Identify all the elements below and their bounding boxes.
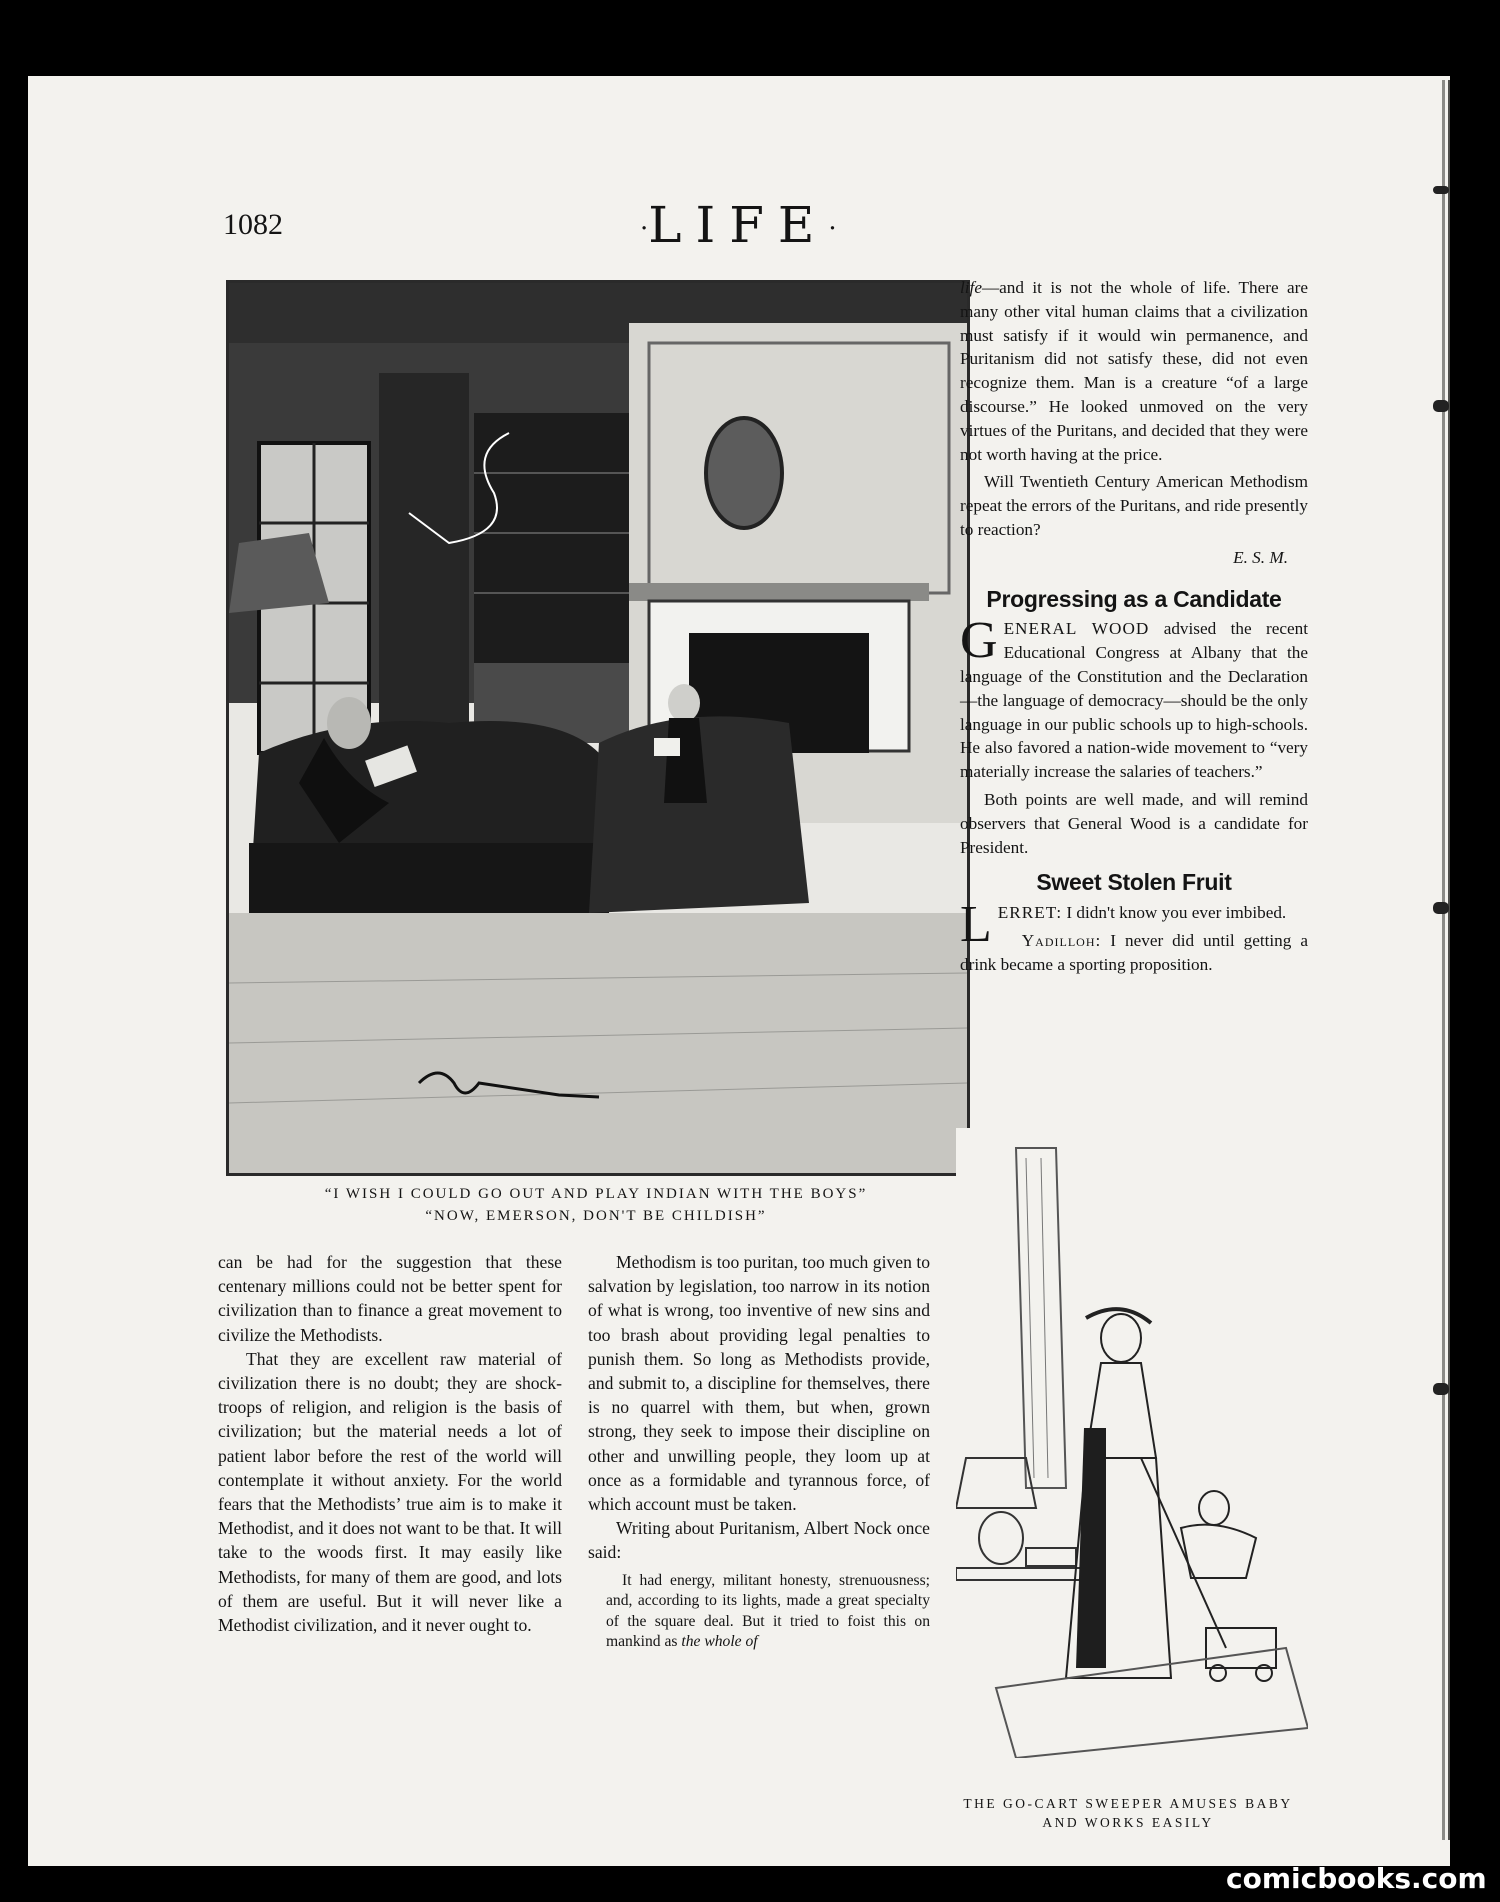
- binding-clip: [1433, 1383, 1449, 1395]
- small-caption-line1: THE GO-CART SWEEPER AMUSES BABY: [963, 1796, 1293, 1811]
- sweet-fruit-line-1: LERRET: I didn't know you ever imbibed.: [960, 896, 1287, 954]
- binding-clip: [1433, 400, 1449, 412]
- progressing-paragraph-1: GENERAL WOOD advised the recent Educational Congress at Albany that the language of the Constitution and the Declaration—the language of democracy—should be the only language in our public schools up to high-schools. He also favored a nation-wide movement to “very materially increase the salaries of teachers.”: [960, 612, 1309, 782]
- main-illustration: [226, 280, 970, 1176]
- article-title-progressing: Progressing as a Candidate: [986, 585, 1282, 612]
- binding-shadow: [1448, 80, 1450, 1840]
- nock-quote: It had energy, militant honesty, strenuousness; and, according to its lights, made a great specialty of the square deal. But it tried to foist this on mankind as the whole of: [606, 1571, 930, 1651]
- woman-sweeping-drawing: [956, 1128, 1308, 1758]
- article-column-2: [588, 1250, 930, 1653]
- main-illustration-caption-line2: “NOW, EMERSON, DON'T BE CHILDISH”: [425, 1208, 767, 1224]
- main-illustration-caption-line1: “I WISH I COULD GO OUT AND PLAY INDIAN WITH THE BOYS”: [324, 1186, 868, 1202]
- page-number: 1082: [223, 208, 283, 241]
- progressing-paragraph-2: Both points are well made, and will remind observers that General Wood is a candidate for President.: [960, 789, 1308, 857]
- parlor-scene-drawing: [229, 283, 967, 1173]
- column1-paragraph-1: can be had for the suggestion that these centenary millions could not be better spent for civilization than to finance a great movement to civilize the Methodists.: [218, 1252, 562, 1345]
- continued-paragraph: life—and it is not the whole of life. There are many other vital human claims that a civilization must satisfy if it would win permanence, and Puritanism did not satisfy these, did not even recognize them. Man is a creature “of a large discourse.” He looked unmoved on the very virtues of the Puritans, and decided that they were not worth having at the price.: [960, 278, 1308, 464]
- small-illustration-caption: [940, 1794, 1316, 1832]
- right-column: [960, 276, 1308, 977]
- small-caption-line2: AND WORKS EASILY: [1042, 1815, 1214, 1830]
- column2-paragraph-2: Writing about Puritanism, Albert Nock once said:: [588, 1518, 930, 1563]
- binding-edge: [1442, 80, 1445, 1840]
- binding-clip: [1433, 902, 1449, 914]
- sweet-fruit-line-2: Yadilloh: I never did until getting a drink became a sporting proposition.: [960, 930, 1308, 974]
- article-column-1: [218, 1250, 562, 1637]
- column2-paragraph-1: Methodism is too puritan, too much given to salvation by legislation, too narrow in its notion of what is wrong, too inventive of new sins and too brash about providing legal penalties to punish them. So long as Methodists provide, and submit to, a discipline for themselves, there is no quarrel with them, but when, grown strong, they seek to impose their discipline on other and unwilling people, they loom up at once as a formidable and tyrannous force, of which account must be taken.: [588, 1252, 930, 1515]
- author-signature: E. S. M.: [1233, 547, 1288, 567]
- column1-paragraph-2: That they are excellent raw material of civilization there is no doubt; they are shock-troops of religion, and religion is the basis of civilization; but the material needs a lot of patient labor before the rest of the world will contemplate it without anxiety. For the world fears that the Methodists’ true aim is to make it Methodist, and it does not want to be that. It will take to the woods first. It may easily like Methodists, for many of them are good, and lots of them are useful. But it will never like a Methodist civilization, and it never ought to.: [218, 1348, 562, 1636]
- site-watermark: comicbooks.com: [1226, 1862, 1487, 1895]
- binding-clip: [1433, 186, 1449, 194]
- continued-paragraph-2: Will Twentieth Century American Methodism repeat the errors of the Puritans, and ride presently to reaction?: [960, 472, 1308, 539]
- article-title-sweet-stolen-fruit: Sweet Stolen Fruit: [1036, 869, 1232, 896]
- go-cart-sweeper-illustration: [956, 1128, 1308, 1758]
- masthead: ·LIFE·: [640, 196, 837, 254]
